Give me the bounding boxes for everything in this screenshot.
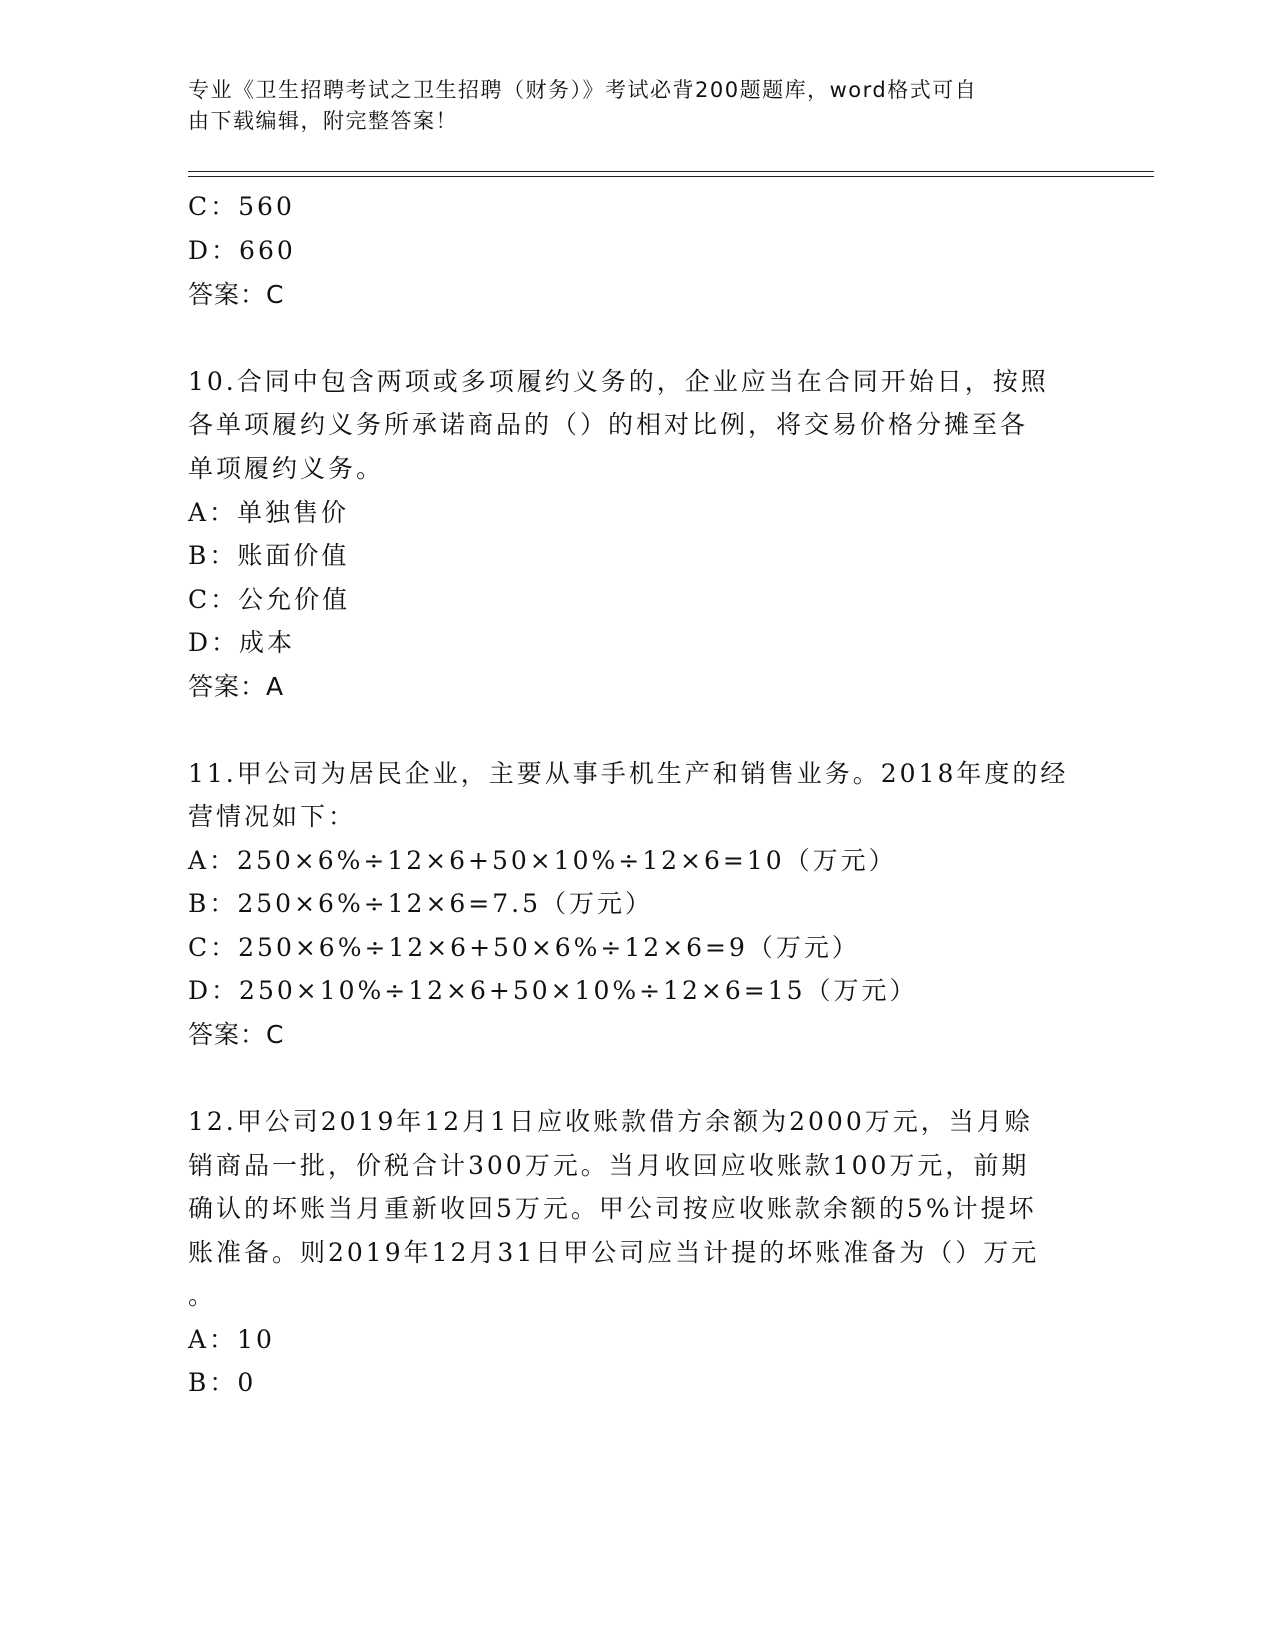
q11-option-c: C：250×6%÷12×6+50×6%÷12×6=9（万元） [188,933,860,962]
q12-option-b: B：0 [188,1368,257,1397]
q10-stem-line-2: 各单项履约义务所承诺商品的（）的相对比例，将交易价格分摊至各 [188,410,1029,439]
q11-option-d: D：250×10%÷12×6+50×10%÷12×6=15（万元） [188,976,918,1005]
q12-stem-line-3: 确认的坏账当月重新收回5万元。甲公司按应收账款余额的5%计提坏 [188,1194,1037,1223]
q12-option-a: A：10 [188,1325,275,1354]
document-header-line-1: 专业《卫生招聘考试之卫生招聘（财务）》考试必背200题题库，word格式可自 [188,78,978,102]
prev-option-c: C：560 [188,192,295,221]
header-divider-top [188,171,1154,172]
q12-stem-line-1: 12.甲公司2019年12月1日应收账款借方余额为2000万元，当月赊 [188,1107,1033,1136]
q11-stem-line-1: 11.甲公司为居民企业，主要从事手机生产和销售业务。2018年度的经 [188,759,1069,788]
q10-stem-line-3: 单项履约义务。 [188,454,385,483]
header-divider-bottom [188,176,1154,177]
q10-answer: 答案：A [188,672,285,701]
q12-stem-line-4: 账准备。则2019年12月31日甲公司应当计提的坏账准备为（）万元 [188,1238,1040,1267]
q10-option-d: D：成本 [188,628,296,657]
prev-answer: 答案：C [188,280,285,309]
q10-option-a: A：单独售价 [188,498,350,527]
q10-stem-line-1: 10.合同中包含两项或多项履约义务的，企业应当在合同开始日，按照 [188,367,1049,396]
q11-answer: 答案：C [188,1020,285,1049]
q10-option-c: C：公允价值 [188,585,351,614]
q10-option-b: B：账面价值 [188,541,350,570]
q11-option-b: B：250×6%÷12×6=7.5（万元） [188,889,654,918]
q12-stem-line-5: 。 [188,1281,217,1310]
q12-stem-line-2: 销商品一批，价税合计300万元。当月收回应收账款100万元，前期 [188,1151,1030,1180]
q11-option-a: A：250×6%÷12×6+50×10%÷12×6=10（万元） [188,846,897,875]
document-header-line-2: 由下载编辑，附完整答案！ [188,109,458,133]
prev-option-d: D：660 [188,236,296,265]
q11-stem-line-2: 营情况如下： [188,802,357,831]
